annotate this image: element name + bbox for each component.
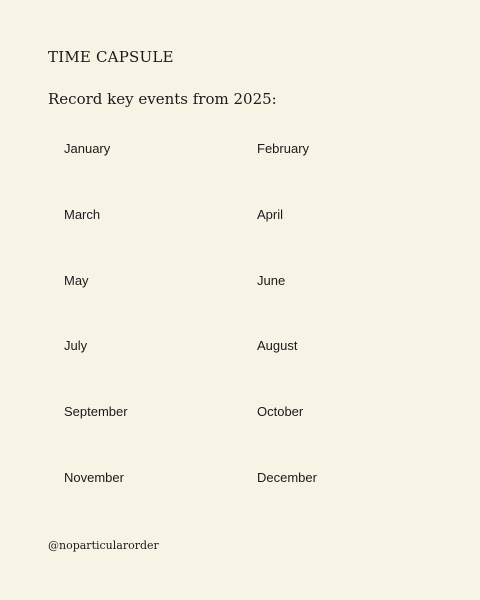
month-august: August: [257, 338, 298, 354]
month-may: May: [64, 272, 89, 288]
month-june: June: [257, 272, 286, 288]
page-title: TIME CAPSULE: [48, 48, 174, 66]
month-april: April: [257, 206, 284, 222]
month-december: December: [257, 469, 317, 485]
month-grid: [64, 140, 424, 535]
month-january: January: [64, 141, 111, 156]
month-july: July: [64, 338, 88, 354]
page-subtitle: Record key events from 2025:: [48, 90, 277, 108]
month-october: October: [257, 404, 304, 420]
month-november: November: [64, 469, 124, 485]
footer-handle: @noparticularorder: [48, 539, 159, 552]
month-february: February: [257, 141, 310, 156]
month-march: March: [64, 206, 101, 222]
month-september: September: [64, 404, 128, 420]
